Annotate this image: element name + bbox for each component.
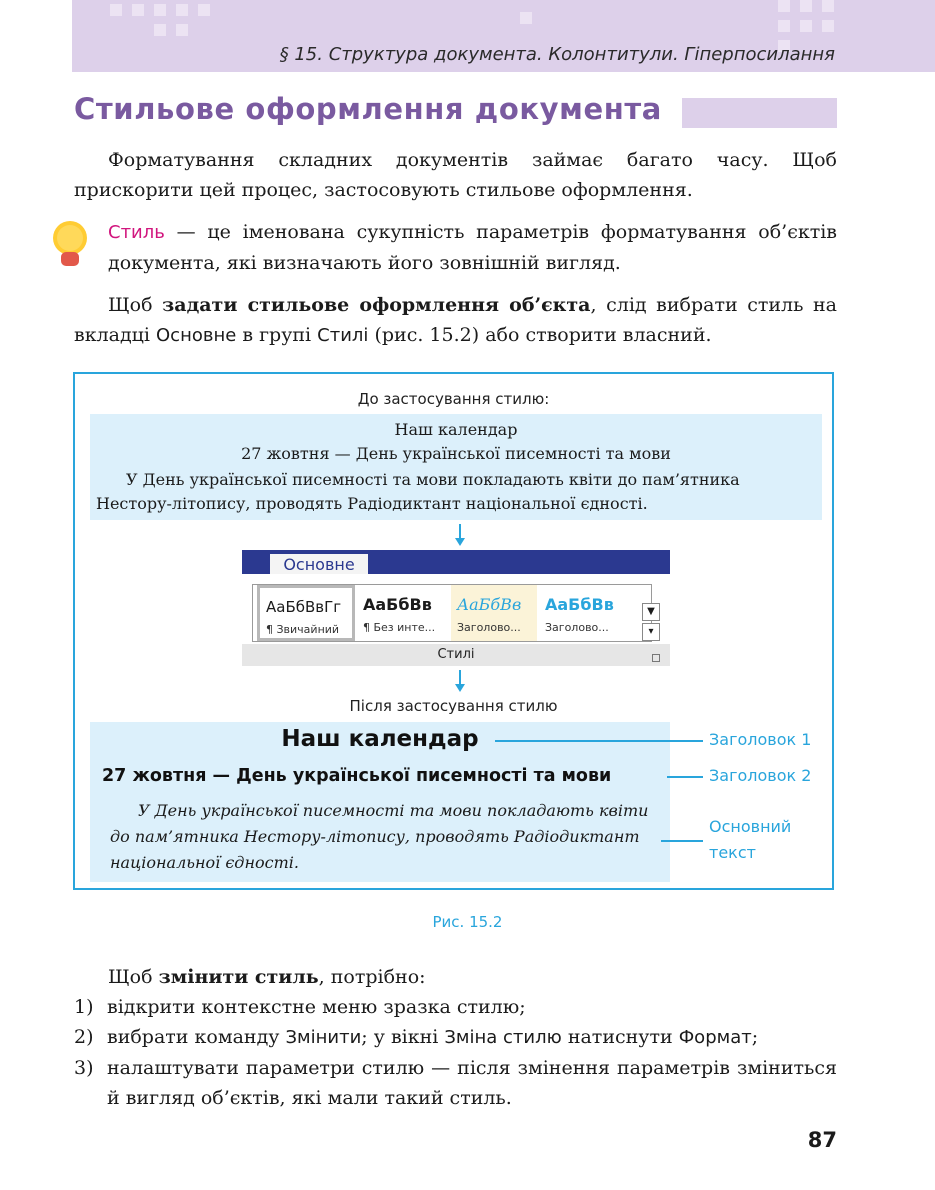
arrow-down-icon (455, 538, 465, 546)
list-text: натиснути (561, 1026, 679, 1048)
decor-square (778, 0, 790, 12)
text-run: (рис. 15.2) або створити власний. (368, 324, 712, 346)
decor-square (176, 4, 188, 16)
ui-term-styli: Стилі (317, 325, 369, 346)
lightbulb-icon (50, 218, 90, 272)
before-line-body1: У День української писемності та мови покладають квіти до пам’ятника (126, 470, 740, 489)
after-body: У День української писемності та мови покладають квіти до пам’ятника Нестору-літопису, проводять Радіодиктант національної єдності. (110, 801, 649, 872)
style-no-spacing[interactable] (357, 585, 449, 641)
before-sample (90, 414, 822, 520)
figure-15-2 (73, 372, 834, 890)
running-head: § 15. Структура документа. Колонтитули. Гіперпосилання (279, 44, 835, 65)
bold-phrase: змінити стиль (158, 966, 319, 988)
text-run: , слід вибрати стиль на вкладці (74, 294, 838, 346)
figure-caption: Рис. 15.2 (432, 913, 503, 931)
list-item (74, 992, 837, 1022)
before-line-title: Наш календар (394, 420, 518, 439)
after-label: Після застосування стилю (349, 697, 558, 715)
callout-body-line1: Основний (709, 817, 792, 836)
gallery-more-icon[interactable]: ▾ (642, 623, 660, 641)
list-text: налаштувати параметри стилю — після змінення параметрів зміниться й вигляд об’єктів, які мали такий стиль. (107, 1057, 837, 1109)
definition-text: — це іменована сукупність параметрів форматування об’єктів документа, які визначають його зовнішній вигляд. (108, 221, 837, 274)
style-name: Заголово... (545, 621, 609, 634)
decor-square (132, 4, 144, 16)
style-normal[interactable] (257, 585, 355, 641)
ui-term-osnovne: Основне (156, 325, 237, 346)
style-sample: АаБбВв (545, 595, 614, 614)
callout-line-h1 (495, 740, 703, 742)
style-name: ¶ Звичайний (266, 623, 340, 636)
text-run: Щоб (108, 966, 159, 988)
list-number: 3) (74, 1057, 94, 1079)
paragraph-intro: Форматування складних документів займає багато часу. Щоб прискорити цей процес, застосовують стильове оформлення. (74, 149, 837, 201)
callout-heading2: Заголовок 2 (709, 766, 812, 785)
decor-square (778, 20, 790, 32)
text-run: в групі (236, 324, 318, 346)
arrow-down-icon (455, 684, 465, 692)
style-heading1[interactable] (451, 585, 537, 641)
decor-square (520, 12, 532, 24)
decor-square (176, 24, 188, 36)
list-number: 1) (74, 996, 94, 1018)
ribbon-body (242, 574, 670, 666)
before-label: До застосування стилю: (357, 390, 550, 408)
decor-square (154, 24, 166, 36)
arrow-shaft (459, 670, 461, 684)
before-line-date: 27 жовтня — День української писемності та мови (241, 444, 671, 463)
styles-gallery (252, 584, 655, 642)
ui-term-format: Формат (678, 1027, 752, 1048)
title-decor-bar (682, 98, 837, 128)
style-name: Заголово... (457, 621, 521, 634)
section-title: Стильове оформлення документа (74, 92, 662, 126)
list-text: ; у вікні (361, 1026, 445, 1048)
decor-square (822, 20, 834, 32)
change-style-section (74, 962, 837, 1113)
group-label-styli: Стилі (242, 644, 670, 666)
list-number: 2) (74, 1026, 94, 1048)
style-sample: АаБбВв (457, 595, 522, 614)
decor-square (154, 4, 166, 16)
ui-term-zmina-styliu: Зміна стилю (444, 1027, 562, 1048)
tab-osnovne[interactable]: Основне (270, 554, 368, 576)
page-number: 87 (807, 1128, 837, 1152)
style-name: ¶ Без инте... (363, 621, 436, 634)
paragraph-apply-style (74, 290, 837, 351)
list-item (74, 1053, 837, 1113)
callout-line-body (661, 840, 703, 842)
list-text: відкрити контекстне меню зразка стилю; (107, 996, 526, 1018)
after-heading2: 27 жовтня — День української писемності та мови (102, 766, 612, 786)
list-item (74, 1022, 837, 1053)
list-text: вибрати команду (107, 1026, 286, 1048)
decor-square (800, 0, 812, 12)
after-sample (90, 722, 670, 882)
style-heading2[interactable] (539, 585, 629, 641)
arrow-shaft (459, 524, 461, 538)
decor-square (198, 4, 210, 16)
before-line-body2: Нестору-літопису, проводять Радіодиктант національної єдності. (96, 494, 648, 513)
after-heading1: Наш календар (281, 726, 479, 752)
decor-square (110, 4, 122, 16)
ui-term-zminyty: Змінити (285, 1027, 362, 1048)
style-sample: АаБбВвГг (266, 598, 342, 616)
decor-square (822, 0, 834, 12)
ribbon-styles-group (242, 550, 670, 666)
definition-paragraph (108, 217, 837, 278)
gallery-scroll-down-icon[interactable]: ▼ (642, 603, 660, 621)
list-text: ; (751, 1026, 759, 1048)
callout-heading1: Заголовок 1 (709, 730, 812, 749)
term-style: Стиль (108, 222, 165, 243)
callout-line-h2 (667, 776, 703, 778)
callout-body-line2: текст (709, 843, 756, 862)
decor-square (800, 20, 812, 32)
change-style-intro (74, 962, 837, 992)
dialog-launcher-icon[interactable] (652, 654, 660, 662)
style-sample: АаБбВв (363, 595, 432, 614)
text-run: , потрібно: (318, 966, 426, 988)
bold-phrase: задати стильове оформлення об’єкта (162, 294, 591, 316)
text-run: Щоб (108, 294, 163, 316)
